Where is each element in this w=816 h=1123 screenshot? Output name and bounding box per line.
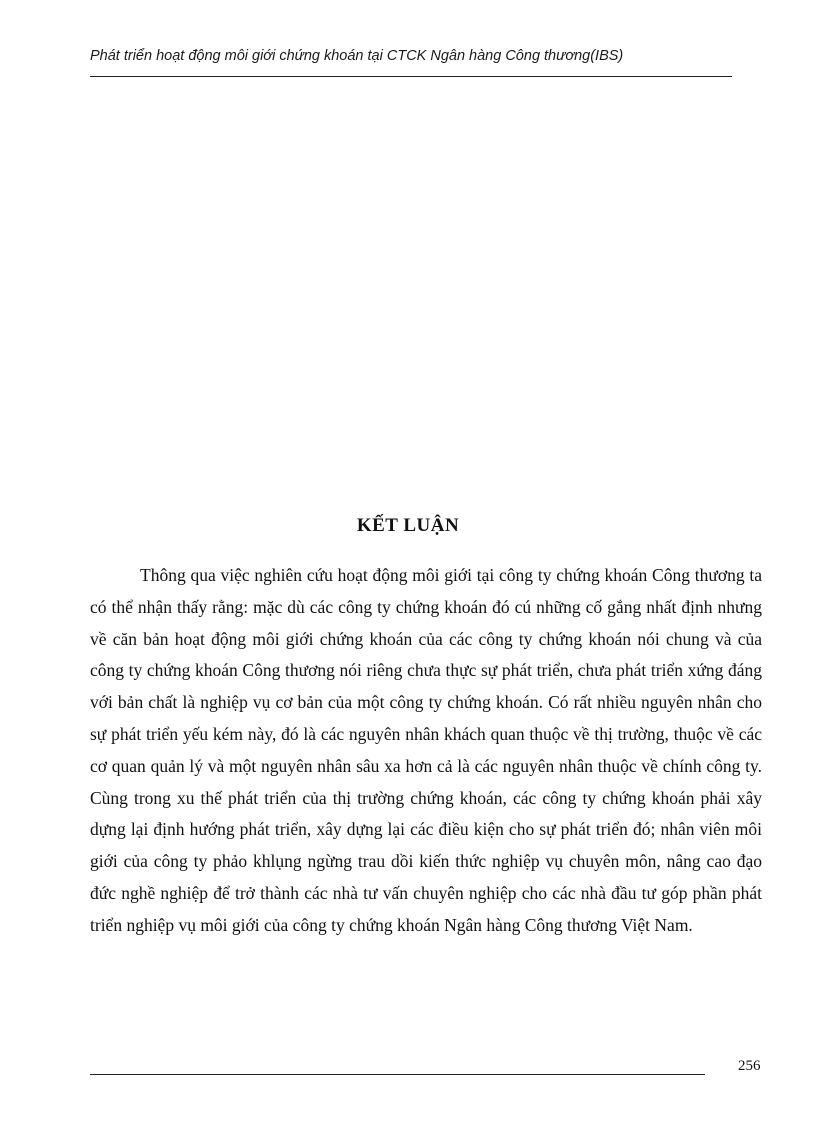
header-divider [90,76,732,77]
section-title: KẾT LUẬN [356,515,460,536]
page-number: 256 [738,1058,761,1074]
conclusion-paragraph: Thông qua việc nghiên cứu hoạt động môi giới tại công ty chứng khoán Công thương ta có thể nhận thấy rằng: mặc dù các công ty chứng khoán đó cú những cố gắng nhất định nhưng về căn bản hoạt động môi giới chứng khoán của các công ty chứng khoán nói chung và của công ty chứng khoán Công thương nói riêng chưa thực sự phát triển, chưa phát triển xứng đáng với bản chất là nghiệp vụ cơ bản của một công ty chứng khoán. Có rất nhiều nguyên nhân cho sự phát triển yếu kém này, đó là các nguyên nhân khách quan thuộc về thị trường, thuộc về các cơ quan quản lý và một nguyên nhân sâu xa hơn cả là các nguyên nhân thuộc về chính công ty. Cùng trong xu thế phát triển của thị trường chứng khoán, các công ty chứng khoán phải xây dựng lại định hướng phát triển, xây dựng lại các điều kiện cho sự phát triển đó; nhân viên môi giới của công ty phảo khlụng ngừng trau dồi kiến thức nghiệp vụ chuyên môn, nâng cao đạo đức nghề nghiệp để trở thành các nhà tư vấn chuyên nghiệp cho các nhà đầu tư góp phần phát triển nghiệp vụ môi giới của công ty chứng khoán Ngân hàng Công thương Việt Nam. [90,565,762,935]
footer-divider [90,1074,705,1075]
running-header: Phát triển hoạt động môi giới chứng khoán tại CTCK Ngân hàng Công thương(IBS) [90,48,624,64]
